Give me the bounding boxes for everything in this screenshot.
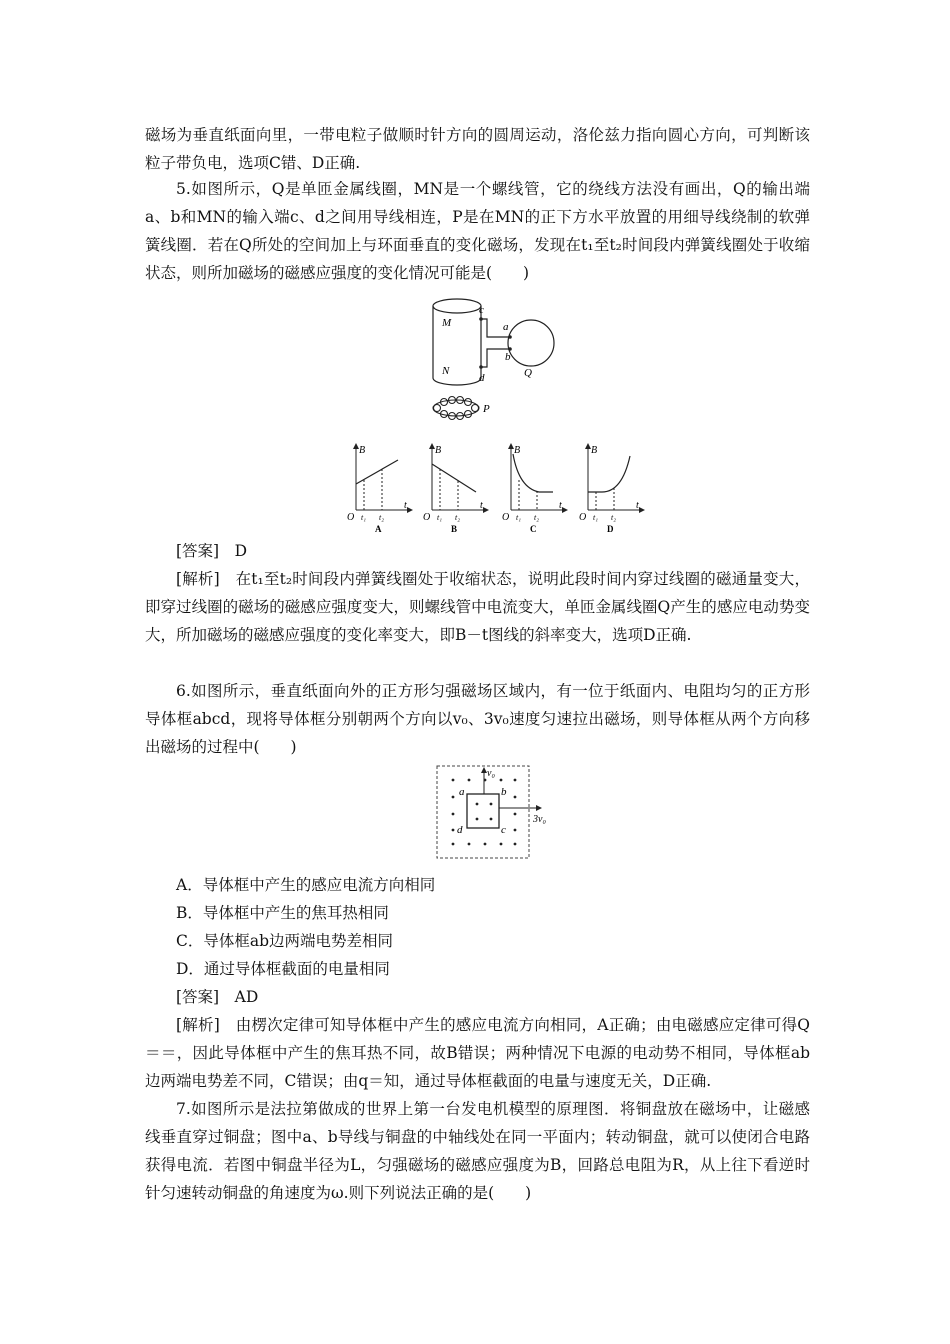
q6-option-d: D．通过导体框截面的电量相同 [176, 960, 390, 978]
q5-answer-tag: [答案] [176, 542, 220, 560]
graph-b-t1: t₁ [437, 513, 443, 522]
graph-a-x: t [404, 500, 407, 511]
label-N: N [442, 365, 450, 377]
graph-b-x: t [480, 500, 483, 511]
graph-a [347, 445, 410, 532]
graph-a-t1: t₁ [361, 513, 367, 522]
q5-solenoid-figure [415, 290, 575, 425]
q6-option-b: B．导体框中产生的焦耳热相同 [176, 904, 389, 922]
graph-c [502, 445, 565, 532]
q6-stem: 6.如图所示，垂直纸面向外的正方形匀强磁场区域内，有一位于纸面内、电阻均匀的正方形导体框abcd，现将导体框分别朝两个方向以v₀、3v₀速度匀速拉出磁场，则导体框从两个方向移出磁场的过程中( ) [145, 682, 810, 756]
label-P: P [483, 403, 490, 415]
q6-label-d: d [457, 824, 463, 836]
graph-c-x: t [559, 500, 562, 511]
graph-d-x: t [636, 500, 639, 511]
graph-c-t2: t₂ [534, 513, 540, 522]
q6-answer: AD [234, 988, 259, 1006]
label-M: M [442, 317, 452, 329]
q5-analysis-line [145, 565, 810, 649]
graph-c-label: C [530, 524, 537, 532]
graph-b-label: B [451, 524, 458, 532]
q6-magnetic-field-figure [435, 764, 560, 860]
q6-label-c: c [501, 824, 506, 836]
q6-analysis-tag: [解析] [176, 1016, 220, 1034]
graph-a-t2: t₂ [379, 513, 385, 522]
graph-a-y: B [359, 445, 366, 456]
q6-label-b: b [501, 786, 507, 798]
graph-c-t1: t₁ [516, 513, 522, 522]
q6-label-3v0: 3v₀ [533, 814, 546, 825]
q6-analysis: 由楞次定律可知导体框中产生的感应电流方向相同，A正确；由电磁感应定律可得Q＝＝，因此导体框中产生的焦耳热不同，故B错误；两种情况下电源的电动势不相同，导体框ab边两端电势差不同，C错误；由q＝知，通过导体框截面的电量与速度无关，D正确. [145, 1016, 810, 1090]
graph-c-o: O [502, 512, 510, 523]
graph-b-y: B [435, 445, 442, 456]
graph-d-label: D [607, 524, 614, 532]
q5-answer: D [234, 542, 248, 560]
graph-a-o: O [347, 512, 355, 523]
label-a: a [503, 321, 509, 333]
graph-d [579, 445, 642, 532]
q5-answer-line [145, 537, 810, 565]
graph-b-o: O [423, 512, 431, 523]
graph-a-label: A [375, 524, 382, 532]
label-d: d [479, 372, 485, 384]
label-c: c [479, 304, 484, 316]
q5-stem: 5.如图所示，Q是单匝金属线圈，MN是一个螺线管，它的绕线方法没有画出，Q的输出端a、b和MN的输入端c、d之间用导线相连，P是在MN的正下方水平放置的用细导线绕制的软弹簧线圈．若在Q所处的空间加上与环面垂直的变化磁场，发现在t₁至t₂时间段内弹簧线圈处于收缩状态，则所加磁场的磁感应强度的变化情况可能是( ) [145, 180, 810, 282]
graph-c-y: B [514, 445, 521, 456]
q6-answer-line [145, 983, 810, 1011]
graph-b-t2: t₂ [455, 513, 461, 522]
q5-analysis: 在t₁至t₂时间段内弹簧线圈处于收缩状态，说明此段时间内穿过线圈的磁通量变大，即穿过线圈的磁场的磁感应强度变大，则螺线管中电流变大，单匝金属线圈Q产生的感应电动势变大，所加磁场的磁感应强度的变化率变大，即B－t图线的斜率变大，选项D正确. [145, 570, 810, 644]
q6-analysis-line [145, 1011, 810, 1095]
q5-graphs-figure [340, 440, 650, 532]
graph-d-t1: t₁ [593, 513, 599, 522]
q6-label-v0: v₀ [487, 768, 495, 779]
q7-stem: 7.如图所示是法拉第做成的世界上第一台发电机模型的原理图．将铜盘放在磁场中，让磁感线垂直穿过铜盘；图中a、b导线与铜盘的中轴线处在同一平面内；转动铜盘，就可以使闭合电路获得电流．若图中铜盘半径为L，匀强磁场的磁感应强度为B，回路总电阻为R，从上往下看逆时针匀速转动铜盘的角速度为ω.则下列说法正确的是( ) [145, 1100, 810, 1202]
graph-b [423, 445, 486, 532]
q6-label-a: a [459, 786, 465, 798]
q6-option-c: C．导体框ab边两端电势差相同 [176, 932, 394, 950]
intro-paragraph: 磁场为垂直纸面向里，一带电粒子做顺时针方向的圆周运动，洛伦兹力指向圆心方向，可判断该粒子带负电，选项C错、D正确. [145, 126, 810, 172]
label-b: b [505, 351, 511, 363]
q5-analysis-tag: [解析] [176, 570, 220, 588]
graph-d-t2: t₂ [611, 513, 617, 522]
q6-option-a: A．导体框中产生的感应电流方向相同 [176, 876, 436, 894]
label-Q: Q [524, 367, 532, 379]
q6-answer-tag: [答案] [176, 988, 220, 1006]
graph-d-o: O [579, 512, 587, 523]
graph-d-y: B [591, 445, 598, 456]
